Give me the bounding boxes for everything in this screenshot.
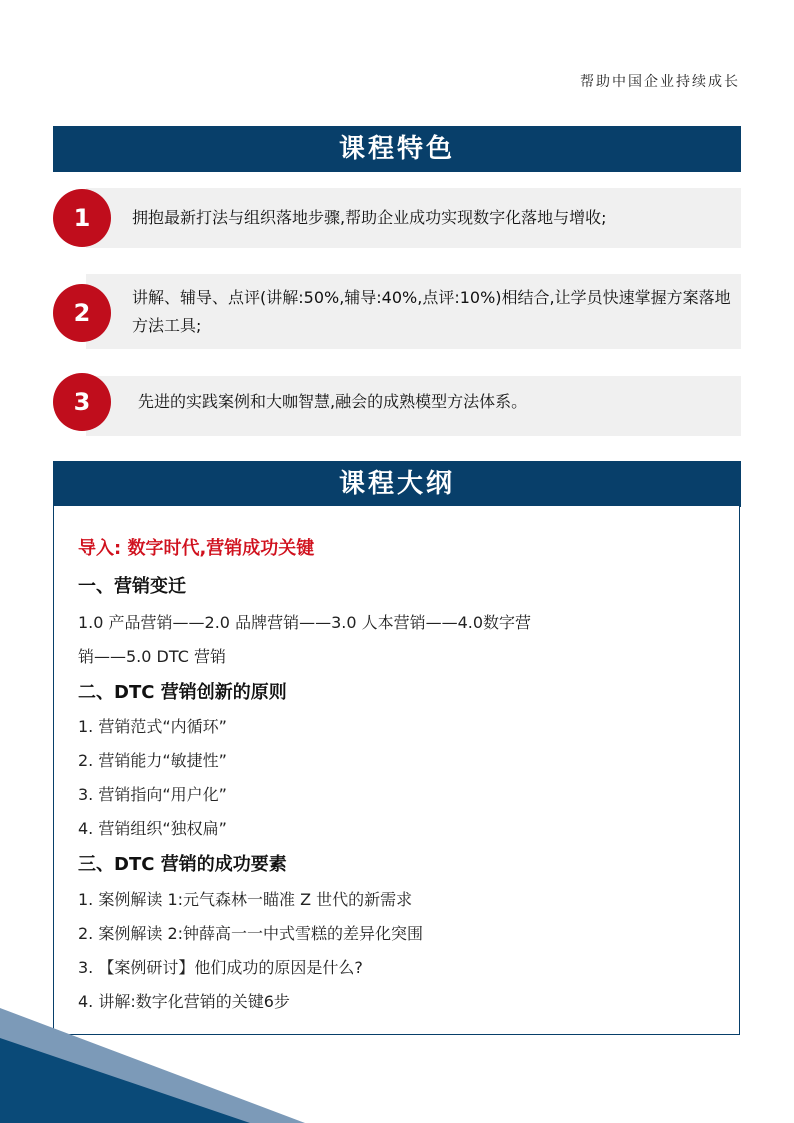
feature-text-3: 先进的实践案例和大咖智慧,融会的成熟模型方法体系。 <box>138 392 528 411</box>
outline-list-item: 1. 营销范式“内循环” <box>78 717 227 736</box>
section-heading-1: 一、营销变迁 <box>78 576 186 597</box>
outline-list-item: 2. 案例解读 2:钟薛高一一中式雪糕的差异化突围 <box>78 924 424 943</box>
outline-list-item: 3. 【案例研讨】他们成功的原因是什么? <box>78 958 363 977</box>
feature-text-2: 讲解、辅导、点评(讲解:50%,辅导:40%,点评:10%)相结合,让学员快速掌握方案落地方法工具; <box>132 288 731 335</box>
outline-intro: 导入: 数字时代,营销成功关键 <box>78 538 315 559</box>
outline-list-item: 4. 讲解:数字化营销的关键6步 <box>78 992 290 1011</box>
outline-list-item: 3. 营销指向“用户化” <box>78 785 227 804</box>
section-heading-2: 二、DTC 营销创新的原则 <box>78 682 287 703</box>
outline-text-line: 销——5.0 DTC 营销 <box>78 647 226 666</box>
section-heading-3: 三、DTC 营销的成功要素 <box>78 854 287 875</box>
number-badge-3: 3 <box>53 373 111 431</box>
tagline: 帮助中国企业持续成长 <box>580 74 740 90</box>
outline-header: 课程大纲 <box>53 461 741 507</box>
feature-row-2 <box>86 274 741 349</box>
features-header: 课程特色 <box>53 126 741 172</box>
outline-text-line: 1.0 产品营销——2.0 品牌营销——3.0 人本营销——4.0数字营 <box>78 613 532 632</box>
outline-list-item: 2. 营销能力“敏捷性” <box>78 751 227 770</box>
number-badge-1: 1 <box>53 189 111 247</box>
feature-row-3 <box>86 376 741 436</box>
feature-row-1 <box>86 188 741 248</box>
outline-list-item: 1. 案例解读 1:元气森林一瞄准 Z 世代的新需求 <box>78 890 413 909</box>
corner-decoration <box>0 1008 320 1123</box>
feature-text-1: 拥抱最新打法与组织落地步骤,帮助企业成功实现数字化落地与增收; <box>132 208 607 227</box>
number-badge-2: 2 <box>53 284 111 342</box>
outline-list-item: 4. 营销组织“独权扁” <box>78 819 227 838</box>
